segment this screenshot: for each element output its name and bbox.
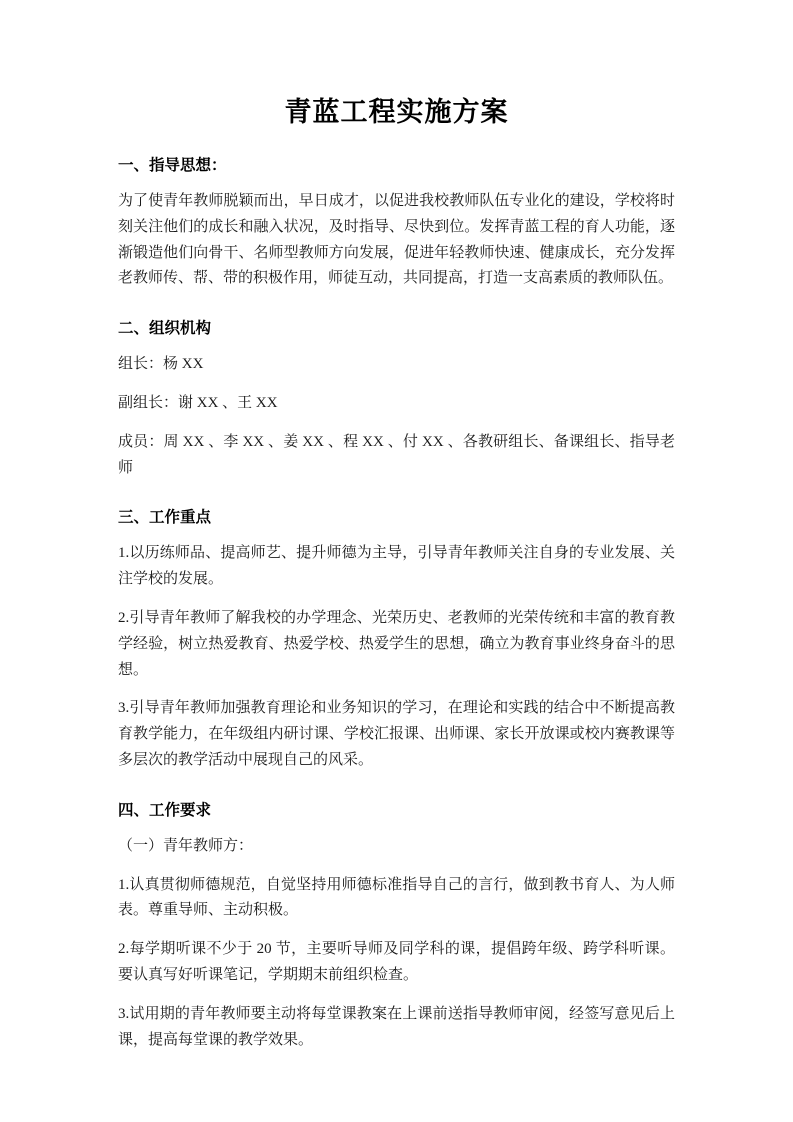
section-heading-work-focus: 三、工作重点	[118, 509, 212, 527]
paragraph-work-focus-3: 3.引导青年教师加强教育理论和业务知识的学习，在理论和实践的结合中不断提高教育教学能力，在年级组内研讨课、学校汇报课、出师课、家长开放课或校内赛教课等多层次的教学活动中展现自己的风采。	[118, 700, 675, 768]
section-heading-organization: 二、组织机构	[118, 320, 212, 338]
section-heading-work-requirements: 四、工作要求	[118, 801, 212, 819]
paragraph-work-focus-2: 2.引导青年教师了解我校的办学理念、光荣历史、老教师的光荣传统和丰富的教育教学经验，树立热爱教育、热爱学校、热爱学生的思想，确立为教育事业终身奋斗的思想。	[118, 609, 675, 678]
paragraph-guiding-ideology-body: 为了使青年教师脱颖而出，早日成才，以促进我校教师队伍专业化的建设，学校将时刻关注他们的成长和融入状况，及时指导、尽快到位。发挥青蓝工程的育人功能，逐渐锻造他们向骨干、名师型教师方向发展，促进年轻教师快速、健康成长，充分发挥老教师传、帮、带的积极作用，师徒互动，共同提高，打造一支高素质的教师队伍。	[118, 193, 675, 287]
paragraph-deputy-leader: 副组长：谢 XX 、王 XX	[118, 394, 278, 411]
document-title: 青蓝工程实施方案	[284, 97, 509, 127]
paragraph-requirement-2: 2.每学期听课不少于 20 节，主要听导师及同学科的课，提倡跨年级、跨学科听课。要认真写好听课笔记，学期期末前组织检查。	[118, 941, 675, 983]
paragraph-members: 成员：周 XX 、李 XX 、姜 XX 、程 XX 、付 XX 、各教研组长、备课组长、指导老师	[118, 433, 675, 476]
paragraph-requirement-3: 3.试用期的青年教师要主动将每堂课教案在上课前送指导教师审阅，经签写意见后上课，提高每堂课的教学效果。	[118, 1005, 675, 1048]
paragraph-young-teachers-subheading: （一）青年教师方：	[118, 837, 254, 854]
section-heading-guiding-ideology: 一、指导思想：	[118, 157, 227, 174]
paragraph-leader: 组长：杨 XX	[118, 356, 204, 373]
paragraph-requirement-1: 1.认真贯彻师德规范，自觉坚持用师德标准指导自己的言行，做到教书育人、为人师表。尊重导师、主动积极。	[118, 876, 675, 919]
paragraph-work-focus-1: 1.以历练师品、提高师艺、提升师德为主导，引导青年教师关注自身的专业发展、关注学校的发展。	[118, 545, 675, 588]
